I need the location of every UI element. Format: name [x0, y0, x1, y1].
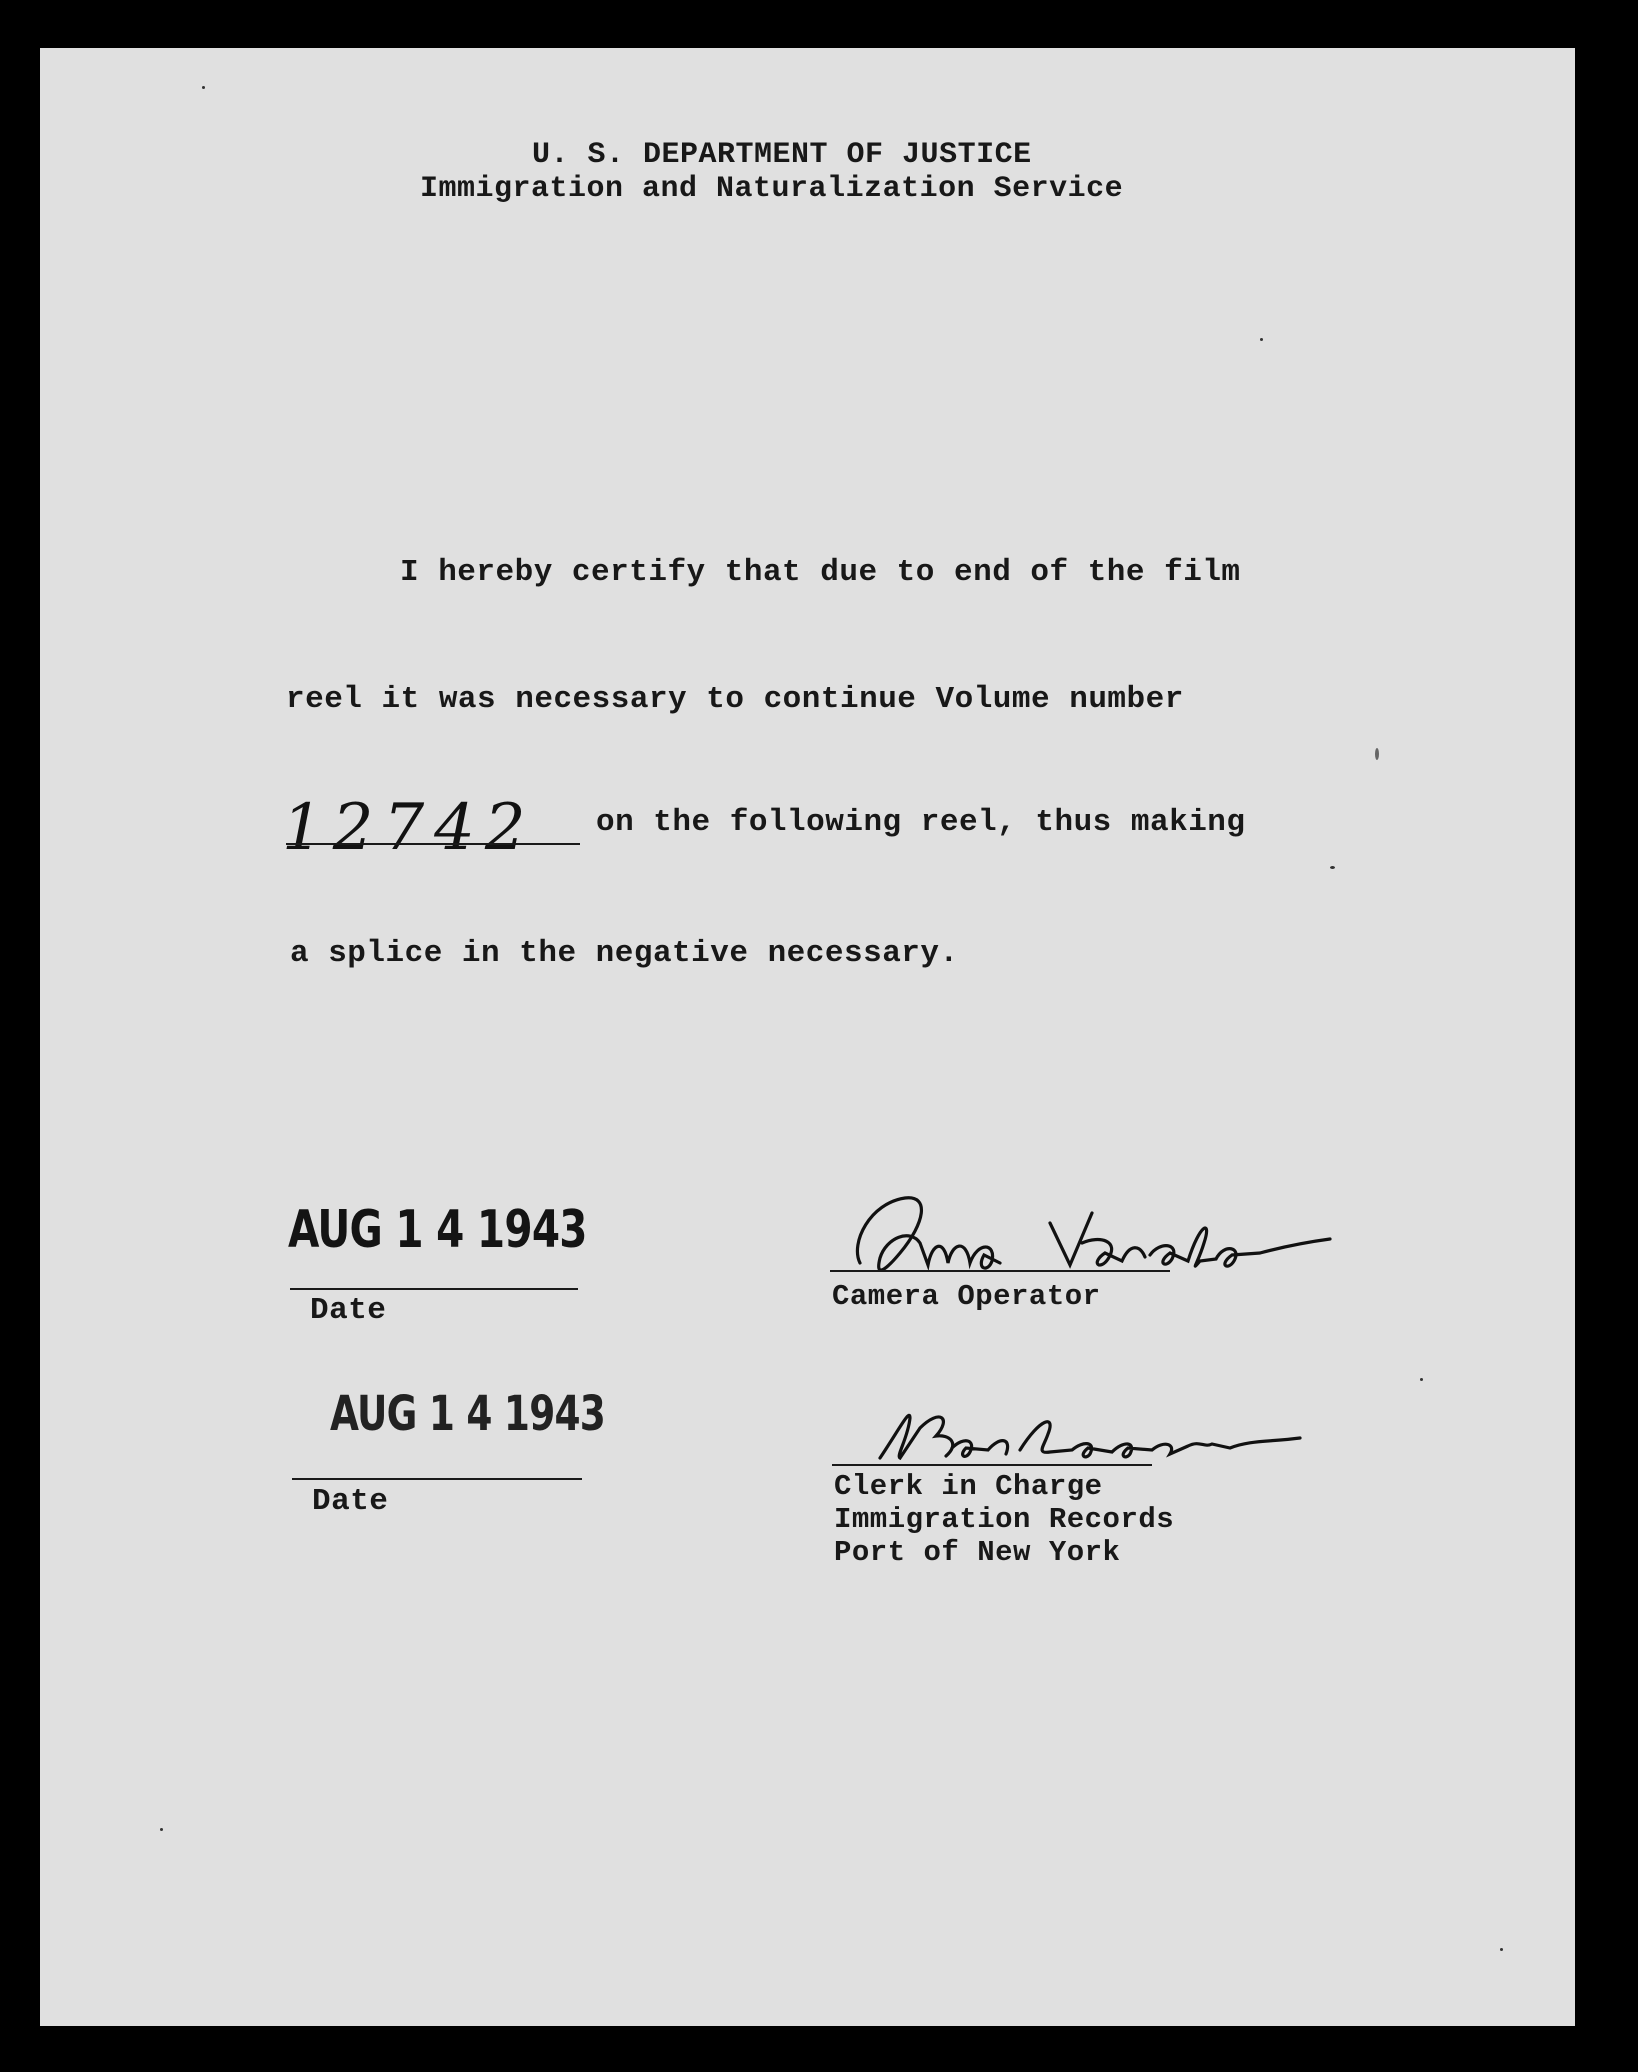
- date-rule-1: [290, 1288, 578, 1290]
- date-stamp-2: AUG 1 4 1943: [330, 1386, 606, 1442]
- body-line-1: I hereby certify that due to end of the film: [400, 555, 1241, 590]
- volume-number: 12742: [282, 791, 536, 865]
- department-title: U. S. DEPARTMENT OF JUSTICE: [532, 138, 1032, 172]
- date-stamp-1: AUG 1 4 1943: [288, 1200, 587, 1260]
- body-line-3: on the following reel, thus making: [596, 805, 1246, 840]
- clerk-label-line-2: Immigration Records: [834, 1503, 1175, 1536]
- film-speck: [160, 1828, 163, 1831]
- film-speck: [1420, 1378, 1423, 1381]
- camera-operator-label: Camera Operator: [832, 1280, 1101, 1313]
- clerk-rule: [832, 1464, 1152, 1466]
- clerk-label-line-3: Port of New York: [834, 1536, 1121, 1569]
- film-speck: [1375, 748, 1379, 760]
- film-speck: [1500, 1948, 1503, 1951]
- date-rule-2: [292, 1478, 582, 1480]
- date-label-1: Date: [310, 1293, 387, 1328]
- clerk-label-line-1: Clerk in Charge: [834, 1470, 1103, 1503]
- date-label-2: Date: [312, 1484, 389, 1519]
- volume-number-underline: [286, 843, 580, 845]
- camera-operator-rule: [830, 1270, 1170, 1272]
- body-line-2: reel it was necessary to continue Volume number: [286, 682, 1184, 717]
- film-speck: [1330, 866, 1335, 869]
- body-line-4: a splice in the negative necessary.: [290, 936, 959, 971]
- document-page: [40, 48, 1575, 2026]
- service-title: Immigration and Naturalization Service: [420, 172, 1124, 206]
- film-speck: [202, 86, 205, 89]
- film-speck: [1260, 338, 1263, 341]
- camera-operator-signature: [820, 1183, 1340, 1293]
